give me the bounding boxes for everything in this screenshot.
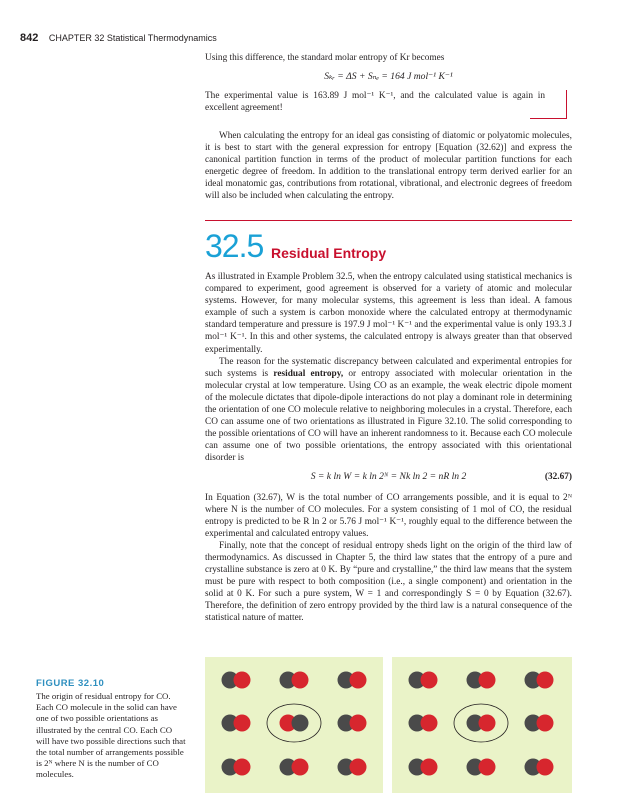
oxygen-atom [479, 759, 496, 776]
section-body [205, 271, 572, 625]
diatomic-paragraph: When calculating the entropy for an ideal gas consisting of diatomic or polyatomic molecules, it is best to start with the general expression for entropy [Equation (32.62)] and express the canonical partition function in terms of the product of molecular partition functions for each energetic degree of freedom. In addition to the translational entropy term derived earlier for an ideal monatomic gas, contributions from rotational, vibrational, and electronic degrees of freedom will also be included when calculating the entropy. [205, 131, 572, 202]
paragraph-2-text-b: or entropy associated with molecular orientation in the molecular crystal at low temperature. Using CO as an example, the weak electric dipole moment of the molecule dictates that dipole-dipole interactions do not play a dominant role in determining the orientation of one CO molecule relative to neighboring molecules in a crystal. Therefore, each CO can assume one of two orientations as illustrated in Figure 32.10. The solid corresponding to the possible orientations of CO will have an inherent randomness to it. Because each CO molecule can assume one of two possible orientations, the entropy associated with this orientational disorder is [205, 368, 572, 464]
oxygen-atom [537, 759, 554, 776]
residual-entropy-term: residual entropy, [273, 368, 344, 379]
oxygen-atom [421, 672, 438, 689]
figure-panel-right [392, 657, 572, 793]
oxygen-atom [234, 672, 251, 689]
chapter-title: CHAPTER 32 Statistical Thermodynamics [48, 33, 217, 43]
oxygen-atom [350, 759, 367, 776]
oxygen-atom [537, 672, 554, 689]
oxygen-atom [292, 759, 309, 776]
oxygen-atom [234, 715, 251, 732]
figure-caption: The origin of residual entropy for CO. Each CO molecule in the solid can have one of two possible orientations as illustrated by the central CO. Each CO will have two possible directions such that the total number of arrangements possible is 2ᴺ where N is the number of CO molecules. [36, 691, 186, 780]
oxygen-atom [479, 672, 496, 689]
paragraph-2 [205, 356, 572, 465]
example-end-bracket-horizontal [530, 118, 567, 119]
paragraph-2-text-a: The reason for the systematic discrepancy between calculated and experimental entropies for such systems is [205, 356, 572, 379]
paragraph-4: Finally, note that the concept of residual entropy sheds light on the origin of the third law of thermodynamics. As discussed in Chapter 5, the third law states that the entropy of a pure and crystalline substance is zero at 0 K. By “pure and crystalline,” the third law means that the system must be pure with respect to both composition (i.e., a single component) and orientation in the solid at 0 K. For such a pure system, W = 1 and correspondingly S = 0 by Equation (32.67). Therefore, the definition of zero entropy provided by the third law is a natural consequence of the statistical nature of matter. [205, 540, 572, 624]
running-header [20, 32, 217, 44]
oxygen-atom [234, 759, 251, 776]
equation-number: (32.67) [544, 471, 572, 482]
oxygen-atom [479, 715, 496, 732]
co-lattice-left [205, 657, 383, 793]
paragraph-3: In Equation (32.67), W is the total number of CO arrangements possible, and it is equal to 2ᴺ where N is the number of CO molecules. For a system consisting of 1 mol of CO, the residual entropy is predicted to be R ln 2 or 5.76 J mol⁻¹ K⁻¹, roughly equal to the difference between the experimental and calculated entropy values. [205, 492, 572, 539]
page-number: 842 [20, 32, 39, 44]
oxygen-atom [421, 759, 438, 776]
kr-entropy-equation: Sₖᵣ = ΔS + Sₙₑ = 164 J mol⁻¹ K⁻¹ [324, 71, 453, 82]
intro-line: Using this difference, the standard molar entropy of Kr becomes [205, 53, 445, 63]
section-divider [205, 220, 572, 221]
example-end-bracket-vertical [566, 90, 567, 119]
oxygen-atom [292, 672, 309, 689]
oxygen-atom [537, 715, 554, 732]
figure-panel-left [205, 657, 383, 793]
intro-result: The experimental value is 163.89 J mol⁻¹ K⁻¹, and the calculated value is again in excellent agreement! [205, 91, 545, 114]
section-title: Residual Entropy [271, 245, 387, 261]
section-number: 32.5 [205, 228, 264, 264]
paragraph-1: As illustrated in Example Problem 32.5, when the entropy calculated using statistical mechanics is compared to experiment, good agreement is observed for a variety of atomic and molecular systems. However, for many molecular systems, this agreement is less than ideal. A famous example of such a system is carbon monoxide where the calculated entropy at thermodynamic standard temperature and pressure is 197.9 J mol⁻¹ K⁻¹ and the experimental value is only 193.3 J mol⁻¹ K⁻¹. In this and other systems, the calculated entropy is always greater than that observed experimentally. [205, 272, 572, 355]
residual-entropy-equation: S = k ln W = k ln 2ᴺ = Nk ln 2 = nR ln 2 [310, 470, 467, 482]
oxygen-atom [421, 715, 438, 732]
equation-row [205, 469, 572, 489]
figure-label: FIGURE 32.10 [36, 678, 105, 689]
carbon-atom [292, 715, 309, 732]
oxygen-atom [350, 672, 367, 689]
co-lattice-right [392, 657, 572, 793]
oxygen-atom [350, 715, 367, 732]
